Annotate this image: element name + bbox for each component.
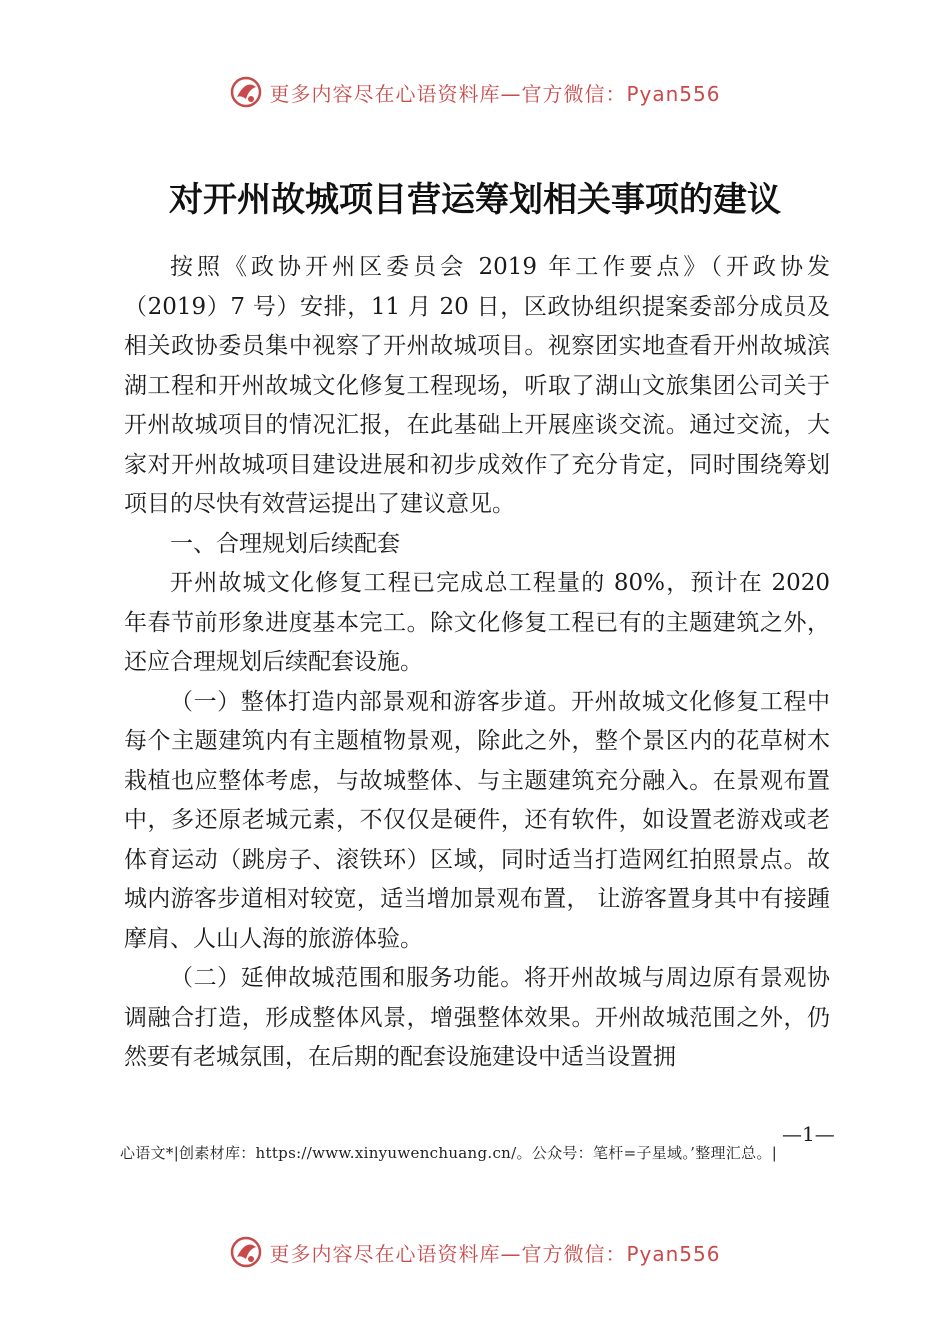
watermark-text: 更多内容尽在心语资料库—官方微信：Pyan556 (269, 1241, 721, 1266)
watermark-banner-bottom (0, 1232, 950, 1272)
watermark-text: 更多内容尽在心语资料库—官方微信：Pyan556 (269, 81, 721, 106)
paragraph-subsection-2: （二）延伸故城范围和服务功能。将开州故城与周边原有景观协调融合打造，形成整体风景，增强整体效果。开州故城范围之外，仍然要有老城氛围，在后期的配套设施建设中适当设置拥 (124, 965, 830, 1070)
watermark-banner-top (0, 72, 950, 112)
paragraph-intro: 按照《政协开州区委员会 2019 年工作要点》（开政协发（2019）7 号）安排，11 月 20 日，区政协组织提案委部分成员及相关政协委员集中视察了开州故城项目。视察团实地查看开州故城滨湖工程和开州故城文化修复工程现场，听取了湖山文旅集团公司关于开州故城项目的情况汇报，在此基础上开展座谈交流。通过交流，大家对开州故城项目建设进展和初步成效作了充分肯定，同时围绕筹划项目的尽快有效营运提出了建议意见。 (124, 254, 830, 517)
paragraph-subsection-1: （一）整体打造内部景观和游客步道。开州故城文化修复工程中每个主题建筑内有主题植物景观，除此之外，整个景区内的花草树木栽植也应整体考虑，与故城整体、与主题建筑充分融入。在景观布置中，多还原老城元素，不仅仅是硬件，还有软件，如设置老游戏或老体育运动（跳房子、滚铁环）区域，同时适当打造网红拍照景点。故城内游客步道相对较宽，适当增加景观布置， 让游客置身其中有接踵摩肩、人山人海的旅游体验。 (124, 688, 830, 952)
footer-source: 心语文*|创素材库：https://www.xinyuwenchuang.cn/。公众号：笔杆=子星域。’整理汇总。| (120, 1144, 778, 1162)
paragraph-section-1: 开州故城文化修复工程已完成总工程量的 80%，预计在 2020 年春节前形象进度基本完工。除文化修复工程已有的主题建筑之外，还应合理规划后续配套设施。 (124, 570, 830, 675)
document-title: 对开州故城项目营运筹划相关事项的建议 (169, 180, 781, 220)
logo-icon (229, 1235, 263, 1269)
page-number: —1— (782, 1122, 835, 1146)
document-body (124, 248, 830, 1078)
section-heading-1: 一、合理规划后续配套 (170, 530, 400, 557)
logo-icon (229, 75, 263, 109)
